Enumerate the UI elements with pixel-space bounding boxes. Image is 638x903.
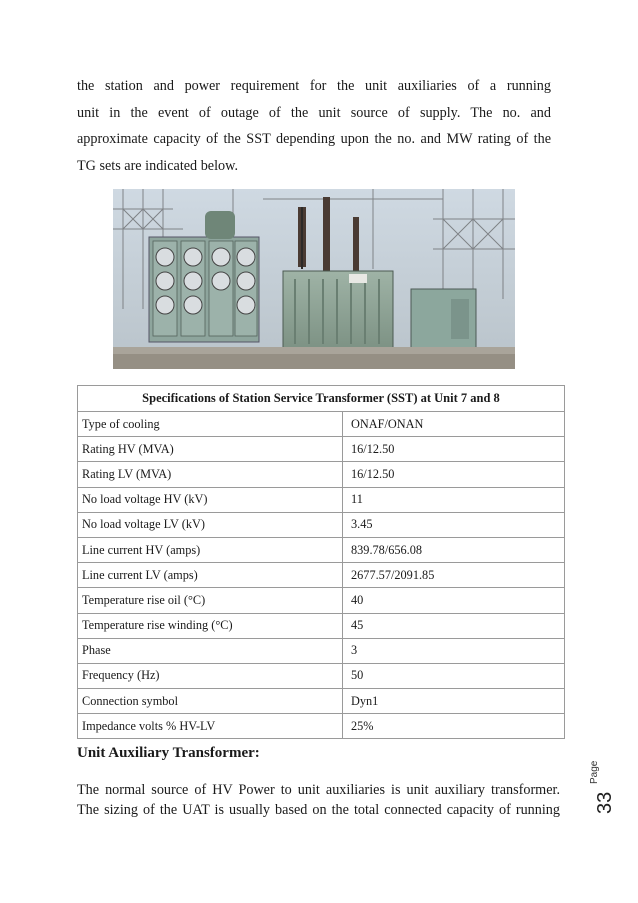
param-cell: Connection symbol [78, 689, 343, 714]
table-title: Specifications of Station Service Transformer (SST) at Unit 7 and 8 [78, 386, 565, 412]
table-row [78, 714, 565, 739]
value-cell: 3.45 [343, 512, 565, 537]
value-cell: 25% [343, 714, 565, 739]
value-cell: 45 [343, 613, 565, 638]
param-cell: Line current LV (amps) [78, 563, 343, 588]
table-row [78, 462, 565, 487]
intro-line: TG sets are indicated below. [77, 158, 238, 175]
body-paragraph [77, 780, 560, 820]
section-heading: Unit Auxiliary Transformer: [77, 745, 260, 761]
table-row [78, 512, 565, 537]
value-cell: 50 [343, 663, 565, 688]
value-cell: 16/12.50 [343, 462, 565, 487]
table-row [78, 613, 565, 638]
intro-line: the station and power requirement for the unit auxiliaries of a running [77, 78, 551, 94]
sst-spec-table [77, 385, 565, 739]
table-row [78, 563, 565, 588]
intro-paragraph [77, 73, 551, 180]
param-cell: No load voltage HV (kV) [78, 487, 343, 512]
param-cell: Rating LV (MVA) [78, 462, 343, 487]
table-row [78, 537, 565, 562]
table-row [78, 663, 565, 688]
value-cell: 2677.57/2091.85 [343, 563, 565, 588]
param-cell: Type of cooling [78, 412, 343, 437]
value-cell: 839.78/656.08 [343, 537, 565, 562]
table-row [78, 412, 565, 437]
param-cell: Frequency (Hz) [78, 663, 343, 688]
intro-line: unit in the event of outage of the unit source of supply. The no. and [77, 104, 551, 121]
param-cell: Line current HV (amps) [78, 537, 343, 562]
page-number [589, 760, 616, 830]
param-cell: Temperature rise oil (°C) [78, 588, 343, 613]
value-cell: 40 [343, 588, 565, 613]
value-cell: 3 [343, 638, 565, 663]
value-cell: Dyn1 [343, 689, 565, 714]
param-cell: Phase [78, 638, 343, 663]
param-cell: Temperature rise winding (°C) [78, 613, 343, 638]
body-line: The normal source of HV Power to unit auxiliaries is unit auxiliary transformer. [77, 782, 560, 798]
table-row [78, 689, 565, 714]
intro-line: approximate capacity of the SST depending upon the no. and MW rating of the [77, 131, 551, 148]
transformer-photo [113, 189, 515, 369]
param-cell: No load voltage LV (kV) [78, 512, 343, 537]
table-row [78, 588, 565, 613]
param-cell: Impedance volts % HV-LV [78, 714, 343, 739]
body-line: The sizing of the UAT is usually based on the total connected capacity of running [77, 802, 560, 818]
value-cell: 11 [343, 487, 565, 512]
value-cell: ONAF/ONAN [343, 412, 565, 437]
page-number-value: 33 [594, 791, 616, 814]
param-cell: Rating HV (MVA) [78, 437, 343, 462]
table-row [78, 638, 565, 663]
page-label: Page [589, 760, 600, 784]
value-cell: 16/12.50 [343, 437, 565, 462]
table-row [78, 437, 565, 462]
table-row [78, 487, 565, 512]
